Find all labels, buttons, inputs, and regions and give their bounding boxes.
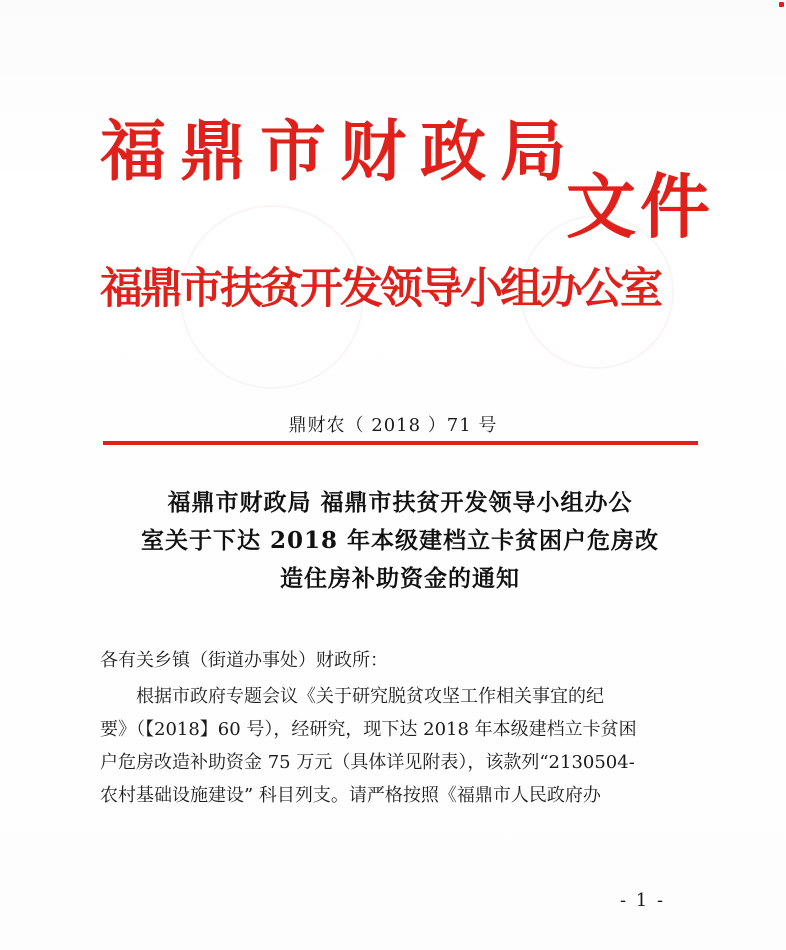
body-paragraph (100, 680, 700, 812)
title-line: 室关于下达 2018 年本级建档立卡贫困户危房改 (140, 527, 660, 554)
issuer-second-heading: 福鼎市扶贫开发领导小组办公室 (100, 264, 660, 314)
addressee: 各有关乡镇（街道办事处）财政所： (100, 650, 388, 671)
body-line: 要》（【2018】60 号），经研究，现下达 2018 年本级建档立卡贫困 (100, 719, 637, 740)
document-type-heading: 文件 (566, 165, 714, 248)
document-number: 鼎财农（ 2018 ）71 号 (288, 415, 498, 436)
body-line: 根据市政府专题会议《关于研究脱贫攻坚工作相关事宜的纪 (136, 686, 604, 707)
issuer-main-heading: 福鼎市财政局 (100, 112, 580, 190)
body-line: 农村基础设施建设” 科目列支。请严格按照《福鼎市人民政府办 (100, 785, 601, 806)
title-line: 造住房补助资金的通知 (280, 565, 520, 592)
page-number: - 1 - (620, 890, 666, 911)
red-divider-line (103, 441, 698, 445)
document-title (90, 484, 710, 598)
body-line: 户危房改造补助资金 75 万元（具体详见附表），该款列“2130504- (100, 752, 635, 773)
title-line: 福鼎市财政局 福鼎市扶贫开发领导小组办公 (167, 489, 633, 516)
corner-mark (779, 2, 784, 7)
